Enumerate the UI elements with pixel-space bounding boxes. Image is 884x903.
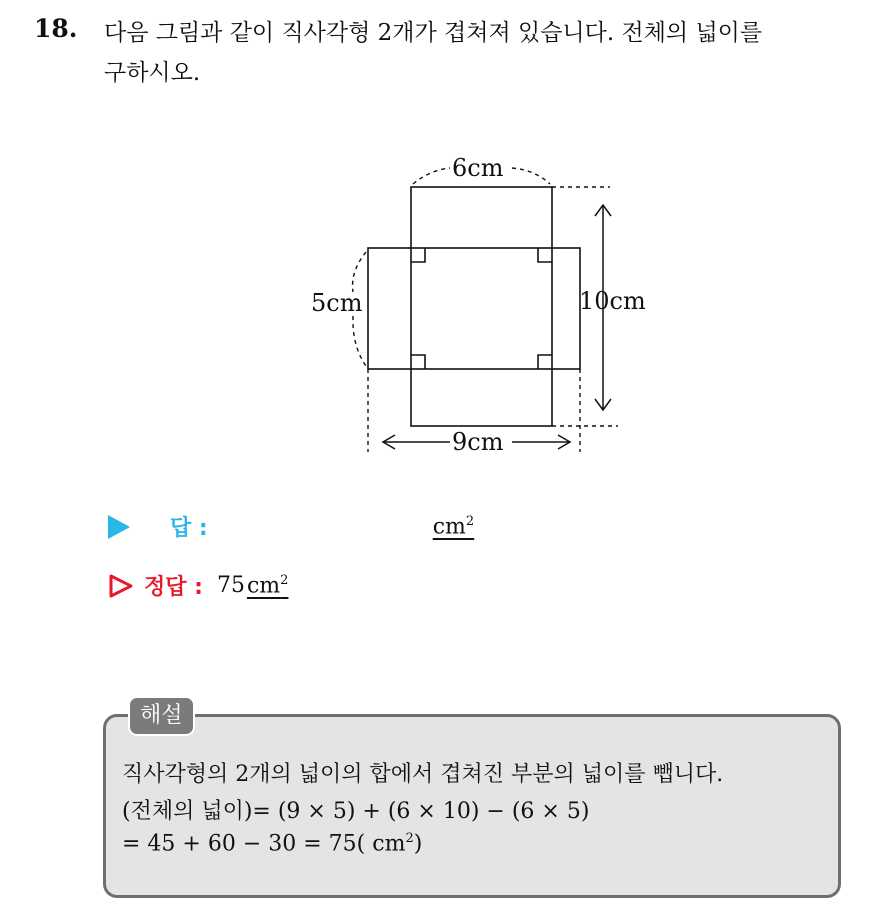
label-bottom-9cm: 9cm: [452, 428, 504, 456]
answer-unit: $cm^2$: [432, 513, 475, 540]
left-dimension-curve: [353, 316, 366, 366]
tall-rectangle: [411, 187, 552, 426]
explanation-line1: 직사각형의 2개의 넓이의 합에서 겹쳐진 부분의 넓이를 뺍니다.: [122, 762, 724, 787]
correct-answer-value: 75: [216, 573, 245, 598]
top-dimension-curve: [413, 168, 450, 184]
top-dimension-curve: [512, 168, 550, 184]
left-dimension-curve: [353, 252, 366, 292]
wide-rectangle: [368, 248, 580, 369]
answer-label: 답 :: [170, 516, 208, 541]
explanation-line2: (전체의 넓이)= (9 × 5) + (6 × 10) − (6 × 5): [122, 799, 590, 824]
play-arrow-icon: [108, 515, 130, 539]
answer-row: [108, 511, 474, 542]
label-right-10cm: 10cm: [579, 287, 646, 315]
label-left-5cm: 5cm: [311, 289, 363, 317]
outlined-triangle-icon: [108, 573, 134, 599]
right-angle-mark: [538, 248, 552, 262]
question-text-line1: 다음 그림과 같이 직사각형 2개가 겹쳐져 있습니다. 전체의 넓이를: [104, 20, 763, 46]
label-top-6cm: 6cm: [452, 154, 504, 182]
correct-answer-unit: $cm^2$: [246, 572, 289, 599]
question-number: 18.: [34, 14, 78, 43]
correct-answer-label: 정답 :: [144, 575, 203, 600]
question-text-line2: 구하시오.: [104, 60, 201, 86]
correct-answer-row: [108, 570, 288, 601]
explanation-tab: 해설: [128, 696, 195, 736]
explanation-line3: = 45 + 60 − 30 = 75( $cm^2$): [122, 831, 423, 857]
right-angle-mark: [411, 248, 425, 262]
right-angle-mark: [538, 355, 552, 369]
right-angle-mark: [411, 355, 425, 369]
